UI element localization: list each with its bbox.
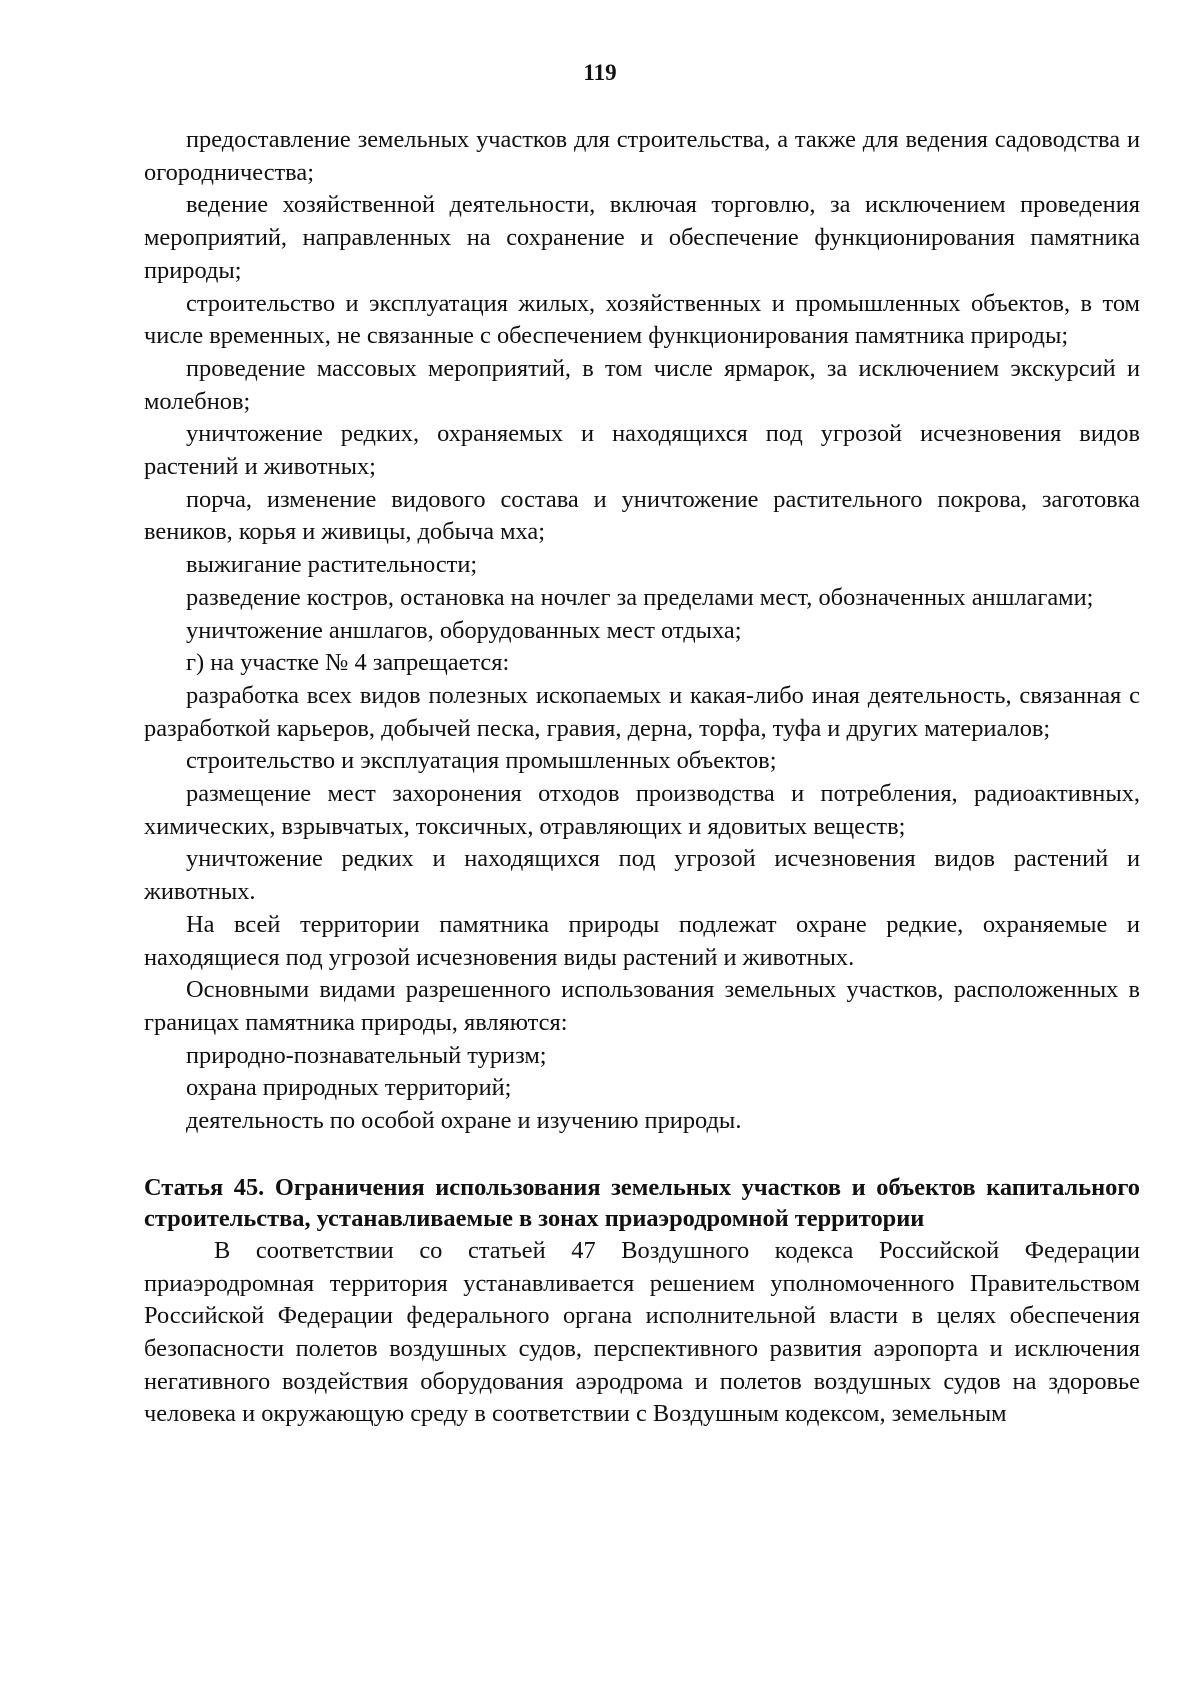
- paragraph-4: проведение массовых мероприятий, в том числе ярмарок, за исключением экскурсий и молебнов;: [144, 354, 1140, 415]
- paragraph-5: уничтожение редких, охраняемых и находящихся под угрозой исчезновения видов растений и животных;: [144, 420, 1140, 481]
- page-content: [144, 124, 1140, 1431]
- page-number: 119: [583, 60, 617, 85]
- article-paragraph: В соответствии со статьей 47 Воздушного кодекса Российской Федерации приаэродромная территория устанавливается решением уполномоченного Правительством Российской Федерации федерального органа исполнительной власти в целях обеспечения безопасности полетов воздушных судов, перспективного развития аэропорта и исключения негативного воздействия оборудования аэродрома и полетов воздушных судов на здоровье человека и окружающую среду в соответствии с Воздушным кодексом, земельным: [144, 1236, 1140, 1428]
- paragraph-7: выжигание растительности;: [186, 551, 478, 579]
- paragraph-9: уничтожение аншлагов, оборудованных мест отдыха;: [186, 616, 742, 644]
- paragraph-10: г) на участке № 4 запрещается:: [186, 649, 510, 677]
- paragraph-14: уничтожение редких и находящихся под угрозой исчезновения видов растений и животных.: [144, 845, 1140, 906]
- paragraph-8: разведение костров, остановка на ночлег за пределами мест, обозначенных аншлагами;: [186, 583, 1094, 611]
- paragraph-2: ведение хозяйственной деятельности, включая торговлю, за исключением проведения мероприятий, направленных на сохранение и обеспечение функционирования памятника природы;: [144, 191, 1140, 284]
- paragraph-17: природно-познавательный туризм;: [186, 1041, 547, 1069]
- paragraph-15: На всей территории памятника природы подлежат охране редкие, охраняемые и находящиеся под угрозой исчезновения виды растений и животных.: [144, 910, 1140, 971]
- paragraph-16: Основными видами разрешенного использования земельных участков, расположенных в границах памятника природы, являются:: [144, 976, 1140, 1036]
- paragraph-18: охрана природных территорий;: [186, 1074, 512, 1102]
- paragraph-13: размещение мест захоронения отходов производства и потребления, радиоактивных, химических, взрывчатых, токсичных, отравляющих и ядовитых веществ;: [144, 780, 1140, 840]
- paragraph-1: предоставление земельных участков для строительства, а также для ведения садоводства и огородничества;: [144, 126, 1140, 186]
- paragraph-11: разработка всех видов полезных ископаемых и какая-либо иная деятельность, связанная с разработкой карьеров, добычей песка, гравия, дерна, торфа, туфа и других материалов;: [144, 681, 1140, 742]
- paragraph-3: строительство и эксплуатация жилых, хозяйственных и промышленных объектов, в том числе временных, не связанные с обеспечением функционирования памятника природы;: [144, 289, 1140, 350]
- paragraph-19: деятельность по особой охране и изучению природы.: [186, 1107, 742, 1135]
- paragraph-6: порча, изменение видового состава и уничтожение растительного покрова, заготовка веников, корья и живицы, добыча мха;: [144, 485, 1140, 546]
- paragraph-12: строительство и эксплуатация промышленных объектов;: [186, 747, 777, 775]
- article-heading: Статья 45. Ограничения использования земельных участков и объектов капитального строительства, устанавливаемые в зонах приаэродромной территории: [144, 1173, 1140, 1233]
